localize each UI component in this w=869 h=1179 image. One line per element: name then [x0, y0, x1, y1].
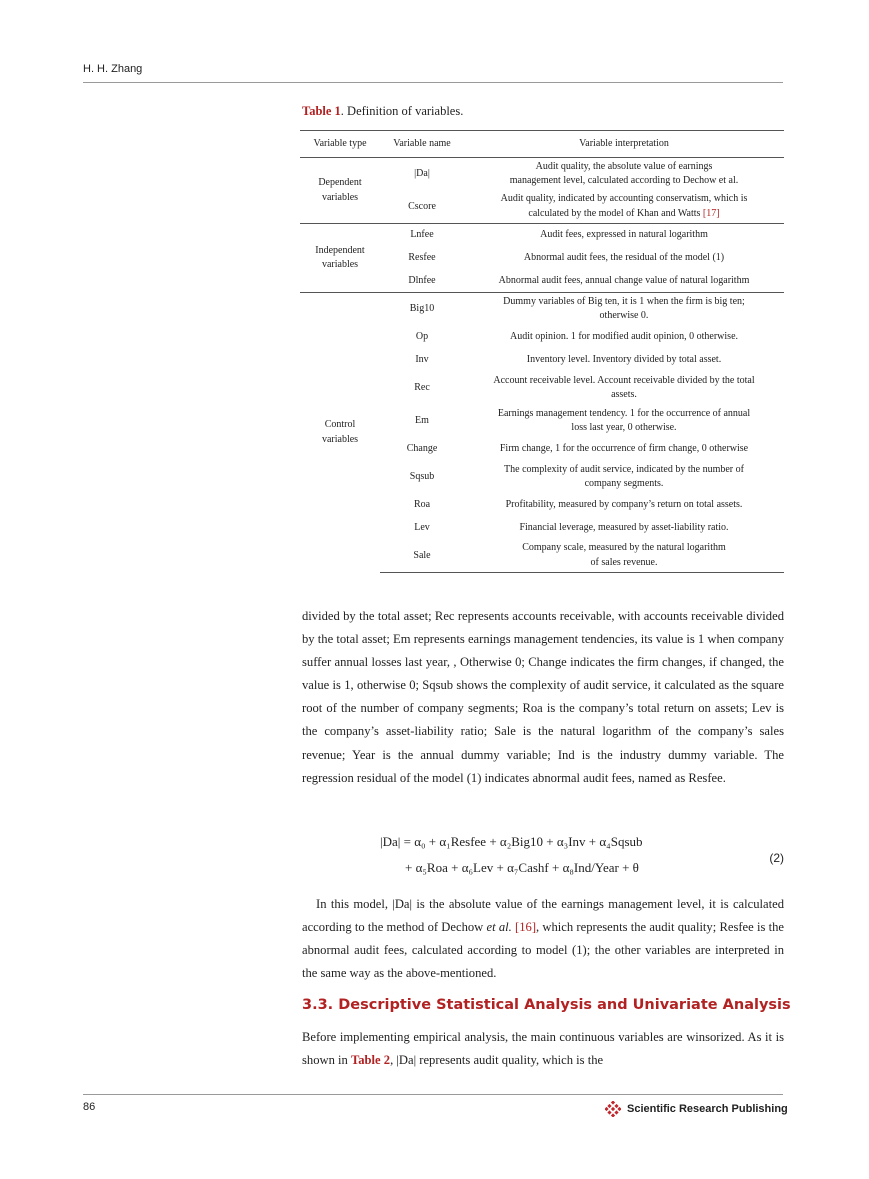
table-header-row — [300, 131, 784, 158]
variable-type-line: Dependent — [318, 177, 362, 188]
variable-type-cell — [300, 293, 380, 573]
variable-type-cell — [300, 224, 380, 293]
interpretation-line: Account receivable level. Account receivable divided by the total — [493, 374, 755, 386]
variable-name-cell: Sale — [380, 540, 464, 573]
interpretation-line: Company scale, measured by the natural logarithm — [522, 542, 726, 554]
paragraph-variable-definitions — [302, 605, 784, 790]
publisher-logo-icon — [605, 1101, 621, 1117]
interpretation-line: The complexity of audit service, indicated by the number of — [504, 463, 744, 475]
variable-name-cell: Resfee — [408, 251, 436, 263]
interpretation-line: Dummy variables of Big ten, it is 1 when the firm is big ten; — [503, 295, 745, 307]
variable-name-cell: Inv — [415, 353, 429, 365]
variable-name-cell: Lev — [414, 521, 430, 533]
variable-interpretation-cell — [464, 461, 784, 494]
variable-interpretation-cell — [464, 494, 784, 517]
variable-interpretation-cell — [464, 349, 784, 372]
interpretation-line: Financial leverage, measured by asset-liability ratio. — [519, 521, 729, 533]
variable-name-cell: Op — [415, 330, 429, 342]
table-row — [300, 158, 784, 191]
column-header-variable-interpretation: Variable interpretation — [464, 131, 784, 158]
interpretation-line: Inventory level. Inventory divided by total asset. — [526, 353, 722, 365]
paragraph-3-part-2: , |Da| represents audit quality, which is the — [390, 1053, 604, 1068]
variable-name-cell: Cscore — [408, 200, 436, 212]
paragraph-descriptive-analysis — [302, 1026, 784, 1072]
interpretation-line: Firm change, 1 for the occurrence of firm change, 0 otherwise — [499, 442, 749, 454]
interpretation-line: Audit quality, the absolute value of earnings — [535, 160, 713, 172]
interpretation-line: Abnormal audit fees, annual change value of natural logarithm — [498, 274, 750, 286]
equation-line-2: + α₅Roa + α₆Lev + α₇Cashf + α₈Ind/Year + θ — [405, 860, 639, 875]
table-caption — [302, 104, 463, 119]
variable-interpretation-cell — [464, 191, 784, 224]
equation-number: (2) — [769, 851, 784, 865]
running-header-author: H. H. Zhang — [83, 63, 143, 75]
variable-type-line: Control — [324, 419, 356, 431]
variable-interpretation-cell — [464, 270, 784, 293]
footer-divider — [83, 1094, 783, 1095]
paragraph-2-part-2: , which represents the audit quality; Resfee is the abnormal audit fees, calculated according to model (1); the other variables are interpreted in the same way as the above-mentioned. — [302, 920, 784, 981]
variables-table — [300, 130, 784, 573]
paragraph-1-text: divided by the total asset; Rec represents accounts receivable, with accounts receivable divided by the total asset; Em represents earnings management tendencies, its value is 1 when company suffer annual losses last year, , Otherwise 0; Change indicates the firm changes, if changed, the value is 1, otherwise 0; Sqsub shows the complexity of audit service, it calculated as the square root of the number of company segments; Roa is the company’s total return on assets; Lev is the company’s asset-liability ratio; Sale is the natural logarithm of the company’s sales revenue; Year is the annual dummy variable; Ind is the industry dummy variable. The regression residual of the model (1) indicates abnormal audit fees, named as Resfee. — [302, 609, 784, 785]
variable-name-cell: Sqsub — [409, 470, 435, 482]
publisher-brand — [605, 1101, 788, 1117]
table-caption-text: . Definition of variables. — [340, 104, 464, 118]
variable-name-cell: Rec — [414, 381, 430, 393]
variable-interpretation-cell — [464, 224, 784, 247]
section-heading: 3.3. Descriptive Statistical Analysis and Univariate Analysis — [302, 997, 791, 1013]
variable-name-cell: Em — [415, 414, 429, 426]
variable-name-cell: Big10 — [380, 293, 464, 326]
variable-name-cell: |Da| — [380, 158, 464, 191]
reference-16-link[interactable]: [16] — [515, 920, 537, 935]
variable-type-line: variables — [321, 191, 359, 203]
interpretation-line: loss last year, 0 otherwise. — [571, 422, 677, 433]
table-2-link[interactable]: Table 2 — [350, 1053, 391, 1068]
variable-type-cell — [300, 158, 380, 224]
column-header-variable-name: Variable name — [380, 131, 464, 158]
table-body — [300, 158, 784, 573]
variable-interpretation-cell — [464, 372, 784, 405]
variable-type-line: Independent — [315, 244, 365, 256]
interpretation-line: Earnings management tendency. 1 for the occurrence of annual — [497, 407, 751, 419]
variable-interpretation-cell — [464, 247, 784, 270]
interpretation-line: company segments. — [584, 478, 664, 489]
interpretation-line: Abnormal audit fees, the residual of the model (1) — [523, 251, 725, 263]
variable-interpretation-cell — [464, 438, 784, 461]
variable-interpretation-cell — [464, 293, 784, 326]
reference-17-link[interactable]: [17] — [702, 207, 720, 219]
variable-name-cell: Change — [406, 442, 438, 454]
variable-name-cell: Roa — [413, 498, 431, 510]
interpretation-line: Audit fees, expressed in natural logarithm — [540, 229, 708, 240]
paragraph-2-part-1: In this model, |Da| is the absolute value of the earnings management level, it is calculated according to the method of Dechow — [302, 897, 784, 935]
paragraph-model-explanation — [302, 893, 784, 985]
variable-name-cell: Dlnfee — [408, 274, 436, 286]
table-row — [300, 224, 784, 247]
variable-type-line: variables — [321, 259, 359, 270]
interpretation-line: Audit quality, indicated by accounting conservatism, which is — [500, 193, 748, 205]
table-row — [300, 293, 784, 326]
equation-line-1: |Da| = α₀ + α₁Resfee + α₂Big10 + α₃Inv + α₄Sqsub — [380, 834, 643, 849]
variable-interpretation-cell — [464, 540, 784, 573]
interpretation-line: Profitability, measured by company’s return on total assets. — [505, 498, 743, 510]
interpretation-line: management level, calculated according to Dechow et al. — [509, 175, 739, 187]
header-divider — [83, 82, 783, 83]
interpretation-line: calculated by the model of Khan and Watts — [528, 207, 701, 219]
interpretation-line: assets. — [611, 389, 637, 400]
column-header-variable-type: Variable type — [300, 131, 380, 158]
table-caption-label: Table 1 — [302, 104, 341, 118]
variable-type-line: variables — [321, 433, 359, 445]
interpretation-line: otherwise 0. — [599, 310, 649, 322]
variable-interpretation-cell — [464, 517, 784, 540]
page-number: 86 — [83, 1101, 96, 1113]
variable-interpretation-cell — [464, 158, 784, 191]
interpretation-line: Audit opinion. 1 for modified audit opinion, 0 otherwise. — [509, 330, 739, 342]
publisher-name: Scientific Research Publishing — [627, 1103, 788, 1115]
equation-2 — [302, 834, 784, 886]
interpretation-line: of sales revenue. — [590, 556, 658, 568]
variable-interpretation-cell — [464, 326, 784, 349]
variable-interpretation-cell — [464, 405, 784, 438]
variable-name-cell: Lnfee — [380, 224, 464, 247]
paragraph-3-part-1: Before implementing empirical analysis, the main continuous variables are winsorized. As it is shown in — [302, 1030, 784, 1068]
et-al: et al. — [486, 920, 512, 935]
